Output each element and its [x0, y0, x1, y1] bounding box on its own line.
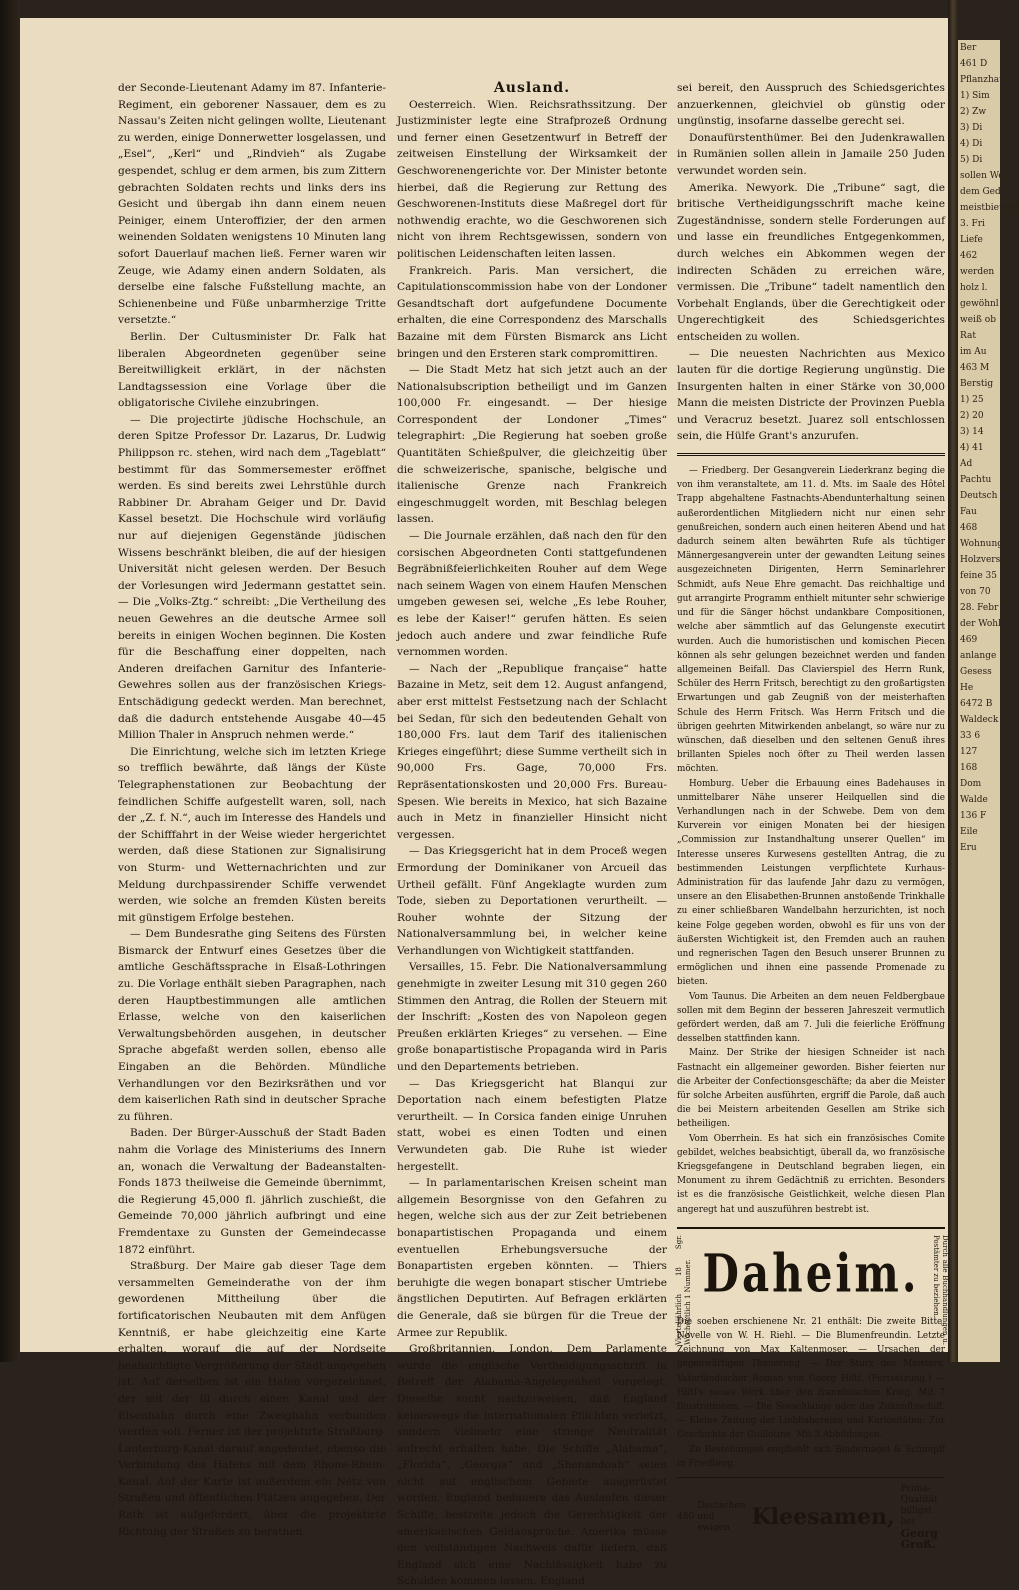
- adjacent-page-text: [958, 40, 1019, 856]
- adjacent-page-line: Ber: [960, 43, 977, 53]
- ad-klee-title: Kleesamen,: [751, 1503, 895, 1530]
- adjacent-page-line: 2) Zw: [960, 107, 987, 117]
- article-england-cont: sei bereit, den Ausspruch des Schiedsgerichtes anzuerkennen, gleichviel ob günstig oder ungünstig, insofarne dasselbe gerecht sei.: [677, 82, 945, 128]
- adjacent-page-line: 3) Di: [960, 123, 983, 133]
- adjacent-page-line: 168: [960, 763, 978, 773]
- ad-daheim-contents: Die soeben erschienene Nr. 21 enthält: Die zweite Bitte. Novelle von W. H. Riehl. — Die Blumenfreundin. Letzte Zeichnung von Max Kaltenmoser. — Ursachen der gegenwärtigen Theuerung. — Der Sturz des Meisters. Vaterländischer Roman von Georg Hiltl. (Fortsetzung.) — Hiltl's neues Werk über den französischen Krieg. Mit 7 Illustrationen. — Die Seeschlange oder das Zukunftsschiff. — Kleine Zeitung der Liebhabereien und Kuriositäten: Zur Geschichte der Guillotine. Mit 3 Abbildungen.: [677, 1316, 945, 1441]
- column-2: [397, 80, 667, 1590]
- advertisement-daheim: [675, 1227, 949, 1552]
- adjacent-page-line: Gesess: [960, 667, 992, 677]
- adjacent-page-line: meistbietend: [960, 203, 1019, 213]
- adjacent-page-line: 3. Fri: [960, 219, 985, 229]
- adjacent-page-line: 462: [960, 251, 978, 261]
- article-mainz: Mainz. Der Strike der hiesigen Schneider ist nach Fastnacht ein allgemeiner geworden. Bisher feierten nur die Arbeiter der Confectionsgeschäfte; da aber die Meister für solche Arbeiten ausführten, ergriff die Parole, daß auch die bei Meistern arbeitenden Gesellen am Strike sich betheiligen.: [677, 1048, 945, 1130]
- adjacent-page-line: Ad: [960, 459, 973, 469]
- adjacent-page-line: 6472 B: [960, 699, 993, 709]
- adjacent-page-line: sollen We: [960, 171, 1004, 181]
- adjacent-page-line: im Au: [960, 347, 987, 357]
- adjacent-page-line: 469: [960, 635, 978, 645]
- adjacent-page-line: Rat: [960, 331, 976, 341]
- ad-klee-right: [901, 1484, 945, 1550]
- ad-divider: [677, 1477, 945, 1478]
- advertisement-kleesamen: [677, 1484, 945, 1550]
- adjacent-page-line: 28. Febr: [960, 603, 999, 613]
- book-spine: [0, 0, 20, 1362]
- adjacent-page-line: dem Ged: [960, 187, 1001, 197]
- section-heading-ausland: Ausland.: [493, 80, 571, 96]
- adjacent-page-line: 33 6: [960, 731, 981, 741]
- article-metz-subscription: — Die Stadt Metz hat sich jetzt auch an der Nationalsubscription betheiligt und im Ganzen 100,000 Fr. eingesandt. — Der hiesige Correspondent der Londoner „Times“ telegraphirt: „Die Regierung hat soeben große Quantitäten Schießpulver, die gleichzeitig über die schweizerische, spanische, belgische und italienische Grenze nach Frankreich eingeschmuggelt worden, mit Beschlag belegen lassen.: [397, 364, 667, 526]
- adjacent-page-line: Waldeck: [960, 715, 999, 725]
- article-blanqui: — Das Kriegsgericht hat Blanqui zur Deportation nach einem befestigten Platze verurtheilt. — In Corsica fanden einige Unruhen statt, wobei es einen Todten und einen Verwundeten gab. Die Ruhe ist wieder hergestellt.: [397, 1077, 667, 1173]
- adjacent-page-line: 136 F: [960, 811, 987, 821]
- article-mexico: — Die neuesten Nachrichten aus Mexico lauten für die dortige Regierung ungünstig. Die Insurgenten halten in einer Stärke von 30,000 Mann die meisten Districte der Provinzen Puebla und Veracruz besetzt. Juarez soll entschlossen sein, die Hülfe Grant's anzurufen.: [677, 347, 945, 443]
- adjacent-page-edge: [958, 40, 1019, 1362]
- article-alsace-language-law: — Dem Bundesrathe ging Seitens des Fürsten Bismarck der Entwurf eines Gesetzes über die amtliche Geschäftssprache in Elsaß-Lothringen zu. Die Vorlage enthält sieben Paragraphen, nach deren Hauptbestimmungen alle amtlichen Erlasse, welche von den kaiserlichen Verwaltungsbehörden ausgehen, in deutscher Sprache abgefaßt werden sollen, ebenso alle Eingaben an die Behörden. Mündliche Verhandlungen vor den Bezirksräthen und vor dem kaiserlichen Rath sind in deutscher Sprache zu führen.: [118, 928, 386, 1123]
- adjacent-page-line: 463 M: [960, 363, 990, 373]
- adjacent-page-line: 4) Di: [960, 139, 983, 149]
- article-france-paris: Frankreich. Paris. Man versichert, die Capitulationscommission habe von der Londoner Gesandtschaft dort aufgefundene Documente erhalten, die eine Correspondenz des Marschalls Bazaine mit dem Fürsten Bismarck ans Licht bringen und den Ersteren stark compromittiren.: [397, 264, 667, 360]
- ad-title-daheim: Daheim.: [702, 1242, 920, 1304]
- ad-side-note-left: Vierteljährlich 18 Sgr. Wöchentlich 1 Nummer.: [675, 1234, 692, 1345]
- adjacent-page-line: Dom: [960, 779, 982, 789]
- article-military-abuse: der Seconde-Lieutenant Adamy im 87. Infanterie-Regiment, ein geborener Nassauer, dem es zu Nassau's Zeiten nicht gelingen wollte, Lieutenant zu werden, einige Donnerwetter losgelassen, und „Esel“, „Kerl“ und „Rindvieh“ als Zugabe gespendet, schlug er dem armen, bis zum Zittern gebrachten Soldaten rechts und links ders ins Gesicht und übergab ihn dann einem neuen Peiniger, einem Unteroffizier, der den armen weinenden Soldaten wenigstens 10 Minuten lang sofort Dauerlauf machen ließ. Ferner waren wir Zeuge, wie Adamy einen andern Soldaten, als derselbe eine falsche Fußstellung machte, an Schienenbeine und Füße unbarmherzige Tritte versetzte.“: [118, 82, 386, 327]
- article-versailles: Versailles, 15. Febr. Die Nationalversammlung genehmigte in zweiter Lesung mit 310 gegen 260 Stimmen den Antrag, die Rollen der Steuern mit der Inschrift: „Kosten des von Napoleon gegen Preußen erklärten Krieges“ zu versehen. — Eine große bonapartistische Propaganda wird in Paris und den Departements betrieben.: [397, 961, 667, 1074]
- article-baden: Baden. Der Bürger-Ausschuß der Stadt Baden nahm die Vorlage des Ministeriums des Innern an, wonach die Verwaltung der Badeanstalten-Fonds 1873 theilweise die Gemeinde übernimmt, die Regierung 45,000 fl. jährlich zuschießt, die Gemeinde 70,000 jährlich aufbringt und eine Fremdentaxe zu Gunsten der Gemeindecasse 1872 einführt.: [118, 1127, 386, 1256]
- adjacent-page-line: holz l.: [960, 283, 988, 293]
- adjacent-page-line: der Wohl: [960, 619, 1001, 629]
- adjacent-page-line: Fau: [960, 507, 977, 517]
- adjacent-page-line: Pachtu: [960, 475, 992, 485]
- article-bazaine-salary: — Nach der „Republique française“ hatte Bazaine in Metz, seit dem 12. August anfangend, aber erst mittelst Festsetzung nach der Schlacht bei Sedan, für sich den bedeutenden Gehalt von 180,000 Frs. laut dem Tarif des italienischen Krieges eingeführt; diese Summe vertheilt sich in 90,000 Frs. Gage, 70,000 Frs. Repräsentationskosten und 20,000 Frs. Bureau-Spesen. Wie bereits in Mexico, hat sich Bazaine auch in Metz in finanzieller Hinsicht nicht vergessen.: [397, 662, 667, 841]
- article-bonapartists: — In parlamentarischen Kreisen scheint man allgemein Besorgnisse von den Gefahren zu hegen, welche sich aus der zur Zeit betriebenen bonapartistischen Propaganda und einem eventuellen Erhebungsversuche der Bonapartisten ergeben könnten. — Thiers beruhigte die wegen bonapart stischer Umtriebe ängstlichen Deputirten. Auf Befragen erklärten die Generale, daß sie bürgen für die Treue der Armee zur Republik.: [397, 1177, 667, 1339]
- article-america: Amerika. Newyork. Die „Tribune“ sagt, die britische Vertheidigungsschrift mache keine Zugeständnisse, sondern stelle Forderungen auf und lasse ein freundliches Entgegenkommen, durch welches ein Abkommen wegen der indirecten Schäden zu erreichen wäre, vermissen. Die „Tribune“ tadelt namentlich den Vorbehalt Englands, über die Gerechtigkeit oder Ungerechtigkeit des Schiedsgerichtes entscheiden zu wollen.: [677, 181, 945, 343]
- article-austria: Oesterreich. Wien. Reichsrathssitzung. Der Justizminister legte eine Strafprozeß Ordnung und ferner einen Gesetzentwurf in Betreff der zeitweisen Einstellung der Wirksamkeit der Geschworenengerichte vor. Der Minister betonte hierbei, daß die Regierung zur Rettung des Geschworenen-Instituts diese Maßregel dort für nothwendig erachte, wo die Geschworenen sich nicht von ihrem Rechtsgewissen, sondern von politischen Leidenschaften leiten lassen.: [397, 98, 667, 260]
- column-3: [675, 80, 949, 1552]
- adjacent-page-line: 2) 20: [960, 411, 984, 421]
- ad-daheim-order: Zu Bestellungen empfiehlt sich Bindernagel & Schimpff in Friedberg.: [677, 1444, 945, 1469]
- adjacent-page-line: von 70: [960, 587, 991, 597]
- article-oberrhein: Vom Oberrhein. Es hat sich ein französisches Comite gebildet, welches beabsichtigt, überall da, wo französische Kriegsgefangene in Deutschland begraben liegen, ein Monument zu ihrem Gedächtniß zu errichten. Besonders ist es die französische Geistlichkeit, welche diesen Plan angeregt hat und auszuführen bestrebt ist.: [677, 1133, 945, 1215]
- article-taunus: Vom Taunus. Die Arbeiten an dem neuen Feldbergbaue sollen mit dem Beginn der besseren Jahreszeit vermutlich gefördert werden, daß am 7. Juli die feierliche Eröffnung desselben stattfinden kann.: [677, 991, 945, 1045]
- article-berlin-civil-marriage: Berlin. Der Cultusminister Dr. Falk hat liberalen Abgeordneten gegenüber seine Bereitwilligkeit erklärt, in der nächsten Landtagssession eine Vorlage über die obligatorische Civilehe einzubringen.: [118, 330, 386, 410]
- adjacent-page-line: 5) Di: [960, 155, 983, 165]
- adjacent-page-line: He: [960, 683, 974, 693]
- adjacent-page-line: Deutsch: [960, 491, 998, 501]
- adjacent-page-line: 461 D: [960, 59, 988, 69]
- article-homburg: Homburg. Ueber die Erbauung eines Badehauses in unmittelbarer Nähe unserer Heilquellen sind die Verhandlungen nach in der Schwebe. Dem von dem Kurverein vor einigen Monaten bei der hiesigen „Commission zur Instandhaltung unserer Quellen“ im Interesse unseres Kurwesens gestellten Antrag, die zu bestimmenden Leistungen verpflichtete Kurhaus-Administration für das laufende Jahr dazu zu vermögen, unsere an den Elisabethen-Brunnen anstoßende Trinkhalle zu einer schließbaren Wandelbahn herzurichten, ist noch keine Folge gegeben worden, obwohl es für uns von der äußersten Wichtigkeit ist, den Fremden auch an rauhen und regnerischen Tagen den Besuch unserer Brunnen zu ermöglichen und ihnen eine passende Promenade zu bieten.: [677, 778, 945, 988]
- adjacent-page-line: 4) 41: [960, 443, 984, 453]
- adjacent-page-line: 1) 25: [960, 395, 984, 405]
- adjacent-page-line: Walde: [960, 795, 988, 805]
- ad-klee-left: Deutschen und ewigen: [697, 1500, 746, 1533]
- adjacent-page-line: Eru: [960, 843, 977, 853]
- adjacent-page-line: anlange: [960, 651, 997, 661]
- article-friedberg: — Friedberg. Der Gesangverein Liederkranz beging die von ihm veranstaltete, am 11. d. Mts. im Saale des Hôtel Trapp abgehaltene Fastnachts-Abendunterhaltung seinen außerordentlichen Mitgliedern nicht nur einen sehr genußreichen, sondern auch einen heiteren Abend und hat dadurch seinem alten bewährten Rufe als tüchtiger Männergesangverein unter der gewandten Leitung seines ausgezeichneten Dirigenten, Herrn Seminarlehrer Schmidt, aufs Neue Ehre gemacht. Das reichhaltige und gut arrangirte Programm enthielt mitunter sehr schwierige und für die Sänger höchst undankbare Compositionen, welche aber sämmtlich auf das Gelungenste executirt wurden. Auch die humoristischen und komischen Piecen können als sehr gelungen bezeichnet werden und fanden allgemeinen Beifall. Das Clavierspiel des Herrn Runk, Schüler des Herrn Fritsch, berechtigt zu den großartigsten Erwartungen und gab Zeugniß von der meisterhaften Schule des Herrn Fritsch. Was Herrn Fritsch und die übrigen geehrten Mitwirkenden anbelangt, so wäre nur zu wünschen, daß dieselben und den seltenen Genuß ihres brillanten Spieles noch öfter zu Theil werden lassen möchten.: [677, 466, 945, 775]
- adjacent-page-line: 468: [960, 523, 978, 533]
- ad-klee-seller: Georg Groß.: [900, 1527, 938, 1552]
- ad-klee-quality: Prima-Qualität billigst bei: [900, 1484, 938, 1528]
- article-great-britain: Großbritannien. London. Dem Parlamente wurde die englische Vertheidigungsschrift in Betreff der Alabama-Angelegenheit vorgelegt. Dieselbe sucht nachzuweisen, daß England keineswegs die internationalen Pflichten verletzt, sondern vielmehr eine strenge Neutralität aufrecht erhalten habe. Die Schiffe „Alabama“, „Florida“, „Georgia“ und „Shenandoah“ seien nicht auf englischem Gebiete ausgerüstet worden. England bedauere das Auslaufen dieser Schiffe, bestreite jedoch die Gerechtigkeit der amerikanischen Geldansprüche. Amerika müsse den vollständigen Nachweis dafür liefern, daß England sich eine Nachlässigkeit habe zu Schulden kommen lassen. England: [397, 1343, 667, 1588]
- adjacent-page-line: feine 35: [960, 571, 997, 581]
- adjacent-page-line: Eile: [960, 827, 978, 837]
- article-rouher: — Die Journale erzählen, daß nach den für den corsischen Abgeordneten Conti stattgefundenen Begräbnißfeierlichkeiten Rouher auf dem Wege nach seinem Wagen von einem Haufen Menschen umgeben gewesen sei, welche „Es lebe Rouher, es lebe der Kaiser!“ gerufen hätten. Es seien jedoch auch andere und zwar feindliche Rufe vernommen worden.: [397, 530, 667, 659]
- article-danube: Donaufürstenthümer. Bei den Judenkrawallen in Rumänien sollen allein in Jamaile 250 Juden verwundet worden sein.: [677, 131, 945, 177]
- adjacent-page-line: weiß ob: [960, 315, 996, 325]
- adjacent-page-line: 1) Sim: [960, 91, 990, 101]
- adjacent-page-line: 3) 14: [960, 427, 984, 437]
- adjacent-page-line: Holzversch: [960, 555, 1012, 565]
- adjacent-page-line: gewöhnl: [960, 299, 999, 309]
- article-jewish-college: — Die projectirte jüdische Hochschule, an deren Spitze Professor Dr. Lazarus, Dr. Ludwig Philippson rc. stehen, wird nach dem „Tageblatt“ bestimmt für das Sommersemester eröffnet werden. Es sind bereits zwei Lehrstühle durch Rabbiner Dr. Abraham Geiger und Dr. David Kassel besetzt. Die Hochschule wird vorläufig nur auf diejenigen Gegenstände jüdischen Wissens beschränkt bleiben, die auf der hiesigen Universität nicht gelesen werden. Der Besuch der Vorlesungen wird Jedermann gestattet sein. — Die „Volks-Ztg.“ schreibt: „Die Vertheilung des neuen Gewehres an die deutsche Armee soll bereits in einigen Wochen beginnen. Die Kosten für die Beschaffung einer doppelten, nach Anderen dreifachen Garnitur des Infanterie-Gewehres sollen aus der französischen Kriegs-Entschädigung gedeckt werden. Man berechnet, daß die dadurch entstehende Ausgabe 40—45 Million Thaler in Anspruch nehmen werde.“: [118, 413, 386, 742]
- adjacent-page-line: Liefe: [960, 235, 983, 245]
- ad-number: 480: [677, 1511, 695, 1522]
- article-strasbourg: Straßburg. Der Maire gab dieser Tage dem versammelten Gemeinderathe von der ihm gewordenen Mittheilung über die fortificatorischen Neubauten mit dem Anfügen Kenntniß, er habe gleichzeitig eine Karte erhalten, worauf die auf der Nordseite beabsichtigte Vergrößerung der Stadt angegeben ist. Auf derselben ist ein Hafen vorgezeichnet, der mit der Ill durch einen Kanal und der Eisenbahn durch eine Zweigbahn verbunden werden soll. Ferner ist der projektirte Straßburg-Lauterburg-Kanal darauf angedeutet, ebenso die Verbindung des Hafens mit dem Rhone-Rhein-Kanal. Auf der Karte ist außerdem ein Netz von Straßen und öffentlichen Plätzen angegeben. Der Rath ist aufgefordert, über die projektirte Richtung der Straßen zu berathen.: [118, 1260, 386, 1538]
- adjacent-page-line: Berstig: [960, 379, 994, 389]
- adjacent-page-line: Pflanzhau: [960, 75, 1005, 85]
- column-1: [118, 80, 386, 1540]
- page-gutter: [948, 0, 958, 1362]
- adjacent-page-line: werden: [960, 267, 995, 277]
- ad-side-note-right: Durch alle Buchhandlungen u. Postämter zu beziehen.: [932, 1234, 949, 1345]
- adjacent-page-line: 127: [960, 747, 978, 757]
- adjacent-page-line: Wohnung: [960, 539, 1004, 549]
- article-coast-telegraph: Die Einrichtung, welche sich im letzten Kriege so trefflich bewährte, daß längs der Küste Telegraphenstationen zur Beobachtung der feindlichen Schiffe aufgestellt waren, soll, nach der „Z. f. N.“, auch im Interesse des Handels und der Schifffahrt in der Weise wieder hergerichtet werden, daß diese Stationen zur Signalisirung von Sturm- und Wetternachrichten und zur Meldung durchpassirender Schiffe verwendet werden, wie solche an fremden Küsten bereits mit günstigem Erfolge bestehen.: [118, 745, 386, 924]
- article-court-martial: — Das Kriegsgericht hat in dem Proceß wegen Ermordung der Dominikaner von Arcueil das Urtheil gefällt. Fünf Angeklagte wurden zum Tode, sieben zu Deportationen verurtheilt. — Rouher wohnte der Sitzung der Nationalversammlung bei, in welcher keine Verhandlungen von Wichtigkeit stattfanden.: [397, 845, 667, 957]
- section-divider: [677, 453, 945, 456]
